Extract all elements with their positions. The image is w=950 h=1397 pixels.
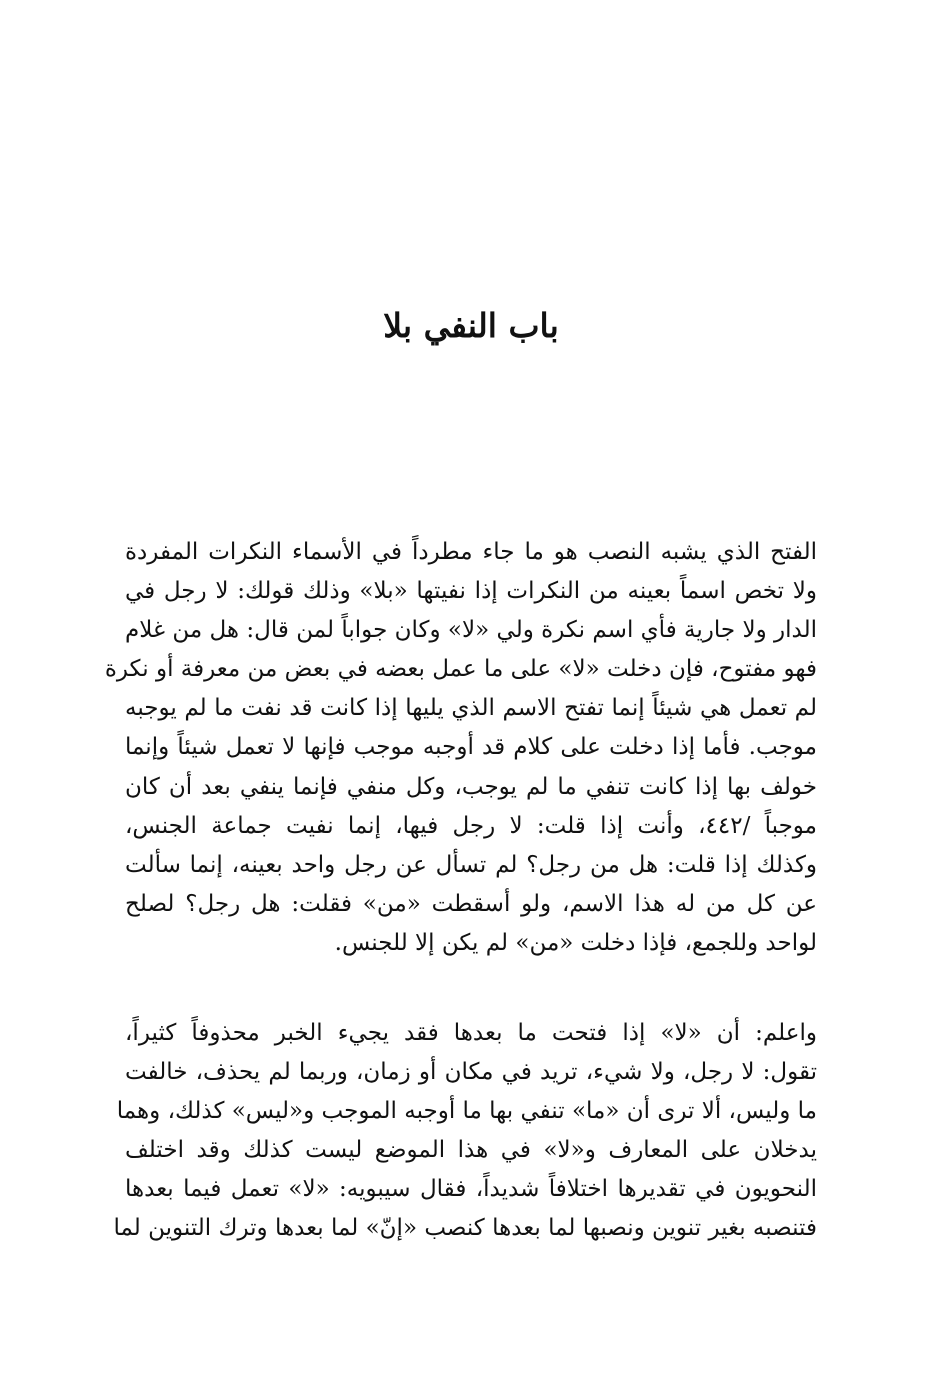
text-line: يدخلان على المعارف و«لا» في هذا الموضع ليست كذلك وقد اختلف	[125, 1137, 817, 1164]
text-line: تقول: لا رجل، ولا شيء، تريد في مكان أو زمان، وربما لم يحذف، خالفت	[125, 1059, 817, 1086]
text-line: موجباً /٤٤٢، وأنت إذا قلت: لا رجل فيها، إنما نفيت جماعة الجنس،	[125, 812, 817, 839]
paragraph-1	[104, 533, 817, 963]
paragraph-2	[113, 1014, 817, 1249]
text-line: ولا تخص اسماً بعينه من النكرات إذا نفيتها «بلا» وذلك قولك: لا رجل في	[125, 578, 817, 605]
chapter-title: باب النفي بلا	[383, 306, 559, 345]
text-line: ما وليس، ألا ترى أن «ما» تنفي بها ما أوجبه الموجب و«ليس» كذلك، وهما	[116, 1098, 817, 1125]
text-line: النحويون في تقديرها اختلافاً شديداً، فقال سيبويه: «لا» تعمل فيما بعدها	[125, 1176, 817, 1203]
text-line: عن كل من له هذا الاسم، ولو أسقطت «من» فقلت: هل رجل؟ لصلح	[125, 890, 817, 917]
text-line: فتنصبه بغير تنوين ونصبها لما بعدها كنصب «إنّ» لما بعدها وترك التنوين لما	[113, 1215, 817, 1242]
text-line: لواحد وللجمع، فإذا دخلت «من» لم يكن إلا للجنس.	[334, 929, 817, 956]
text-line: وكذلك إذا قلت: هل من رجل؟ لم تسأل عن رجل واحد بعينه، إنما سألت	[125, 851, 817, 878]
text-line: خولف بها إذا كانت تنفي ما لم يوجب، وكل منفي فإنما ينفي بعد أن كان	[125, 773, 817, 800]
text-line: فهو مفتوح، فإن دخلت «لا» على ما عمل بعضه في بعض من معرفة أو نكرة	[104, 656, 817, 683]
text-line: موجب. فأما إذا دخلت على كلام قد أوجبه موجب فإنها لا تعمل شيئاً وإنما	[125, 734, 817, 761]
text-line: الفتح الذي يشبه النصب هو ما جاء مطرداً في الأسماء النكرات المفردة	[125, 539, 817, 565]
text-line: لم تعمل هي شيئاً إنما تفتح الاسم الذي يليها إذا كانت قد نفت ما لم يوجبه	[125, 695, 817, 722]
text-line: واعلم: أن «لا» إذا فتحت ما بعدها فقد يجيء الخبر محذوفاً كثيراً،	[125, 1020, 817, 1046]
text-line: الدار ولا جارية فأي اسم نكرة ولي «لا» وكان جواباً لمن قال: هل من غلام	[125, 617, 817, 644]
